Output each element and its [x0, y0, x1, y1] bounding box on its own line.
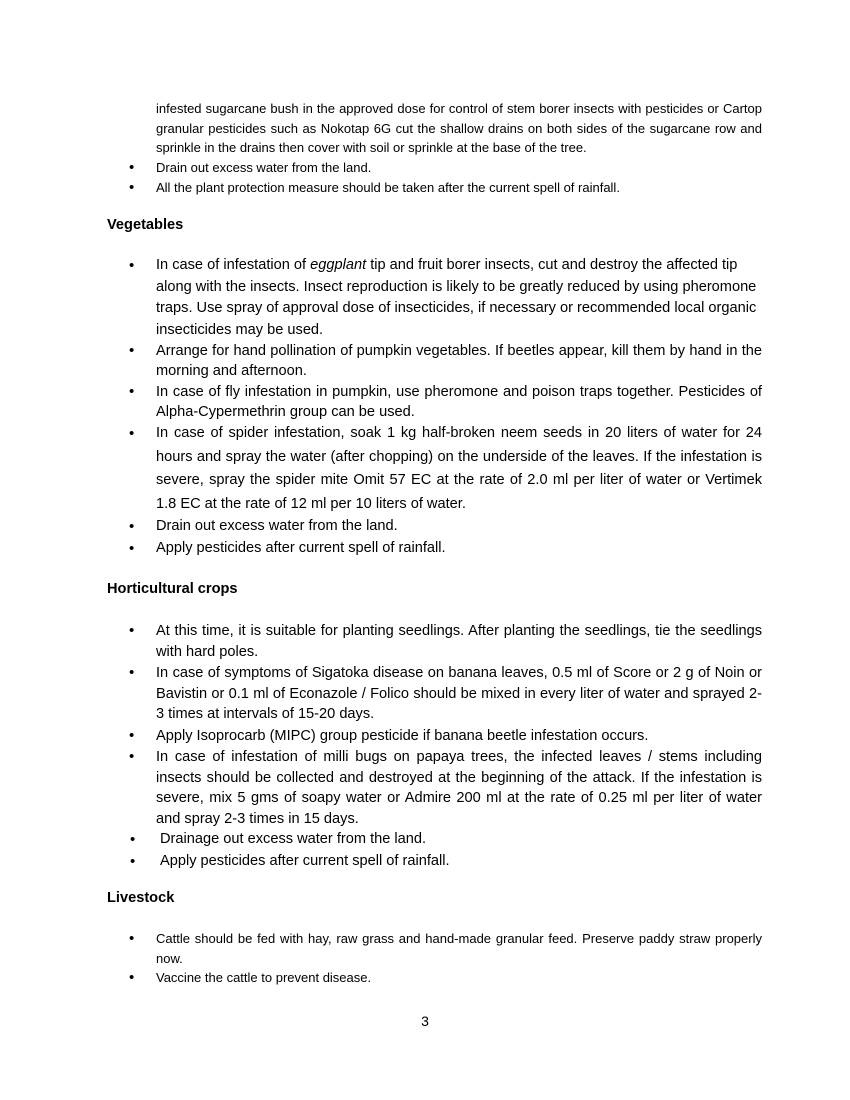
list-item: • At this time, it is suitable for planting seedlings. After planting the seedlings, tie the seedlings with hard poles.: [107, 621, 762, 662]
horticultural-section: [107, 621, 762, 872]
list-item: • Drain out excess water from the land.: [107, 516, 762, 538]
section-heading-vegetables: Vegetables: [107, 217, 184, 233]
livestock-section: [107, 929, 762, 988]
list-item: • Vaccine the cattle to prevent disease.: [107, 968, 762, 988]
section-heading-livestock: Livestock: [107, 890, 175, 906]
list-item: [107, 255, 762, 341]
list-item: • In case of infestation of milli bugs on papaya trees, the infected leaves / stems including insects should be collected and destroyed at the beginning of the attack. If the infestation is severe, mix 5 gms of soapy water or Admire 200 ml at the rate of 0.25 ml per liter of water and spray 2-3 times in 15 days.: [107, 747, 762, 829]
list-item: • In case of fly infestation in pumpkin, use pheromone and poison traps together. Pesticides of Alpha-Cypermethrin group can be used.: [107, 382, 762, 422]
list-item: • In case of spider infestation, soak 1 kg half-broken neem seeds in 20 liters of water for 24 hours and spray the water (after chopping) on the underside of the leaves. If the infestation is severe, spray the spider mite Omit 57 EC at the rate of 2.0 ml per liter of water or Vertimek 1.8 EC at the rate of 12 ml per 10 liters of water.: [107, 422, 762, 516]
list-item: • Apply pesticides after current spell of rainfall.: [107, 538, 762, 560]
list-item-text: In case of infestation of: [156, 257, 311, 273]
vegetables-section: [107, 255, 762, 559]
list-item: • Cattle should be fed with hay, raw grass and hand-made granular feed. Preserve paddy straw properly now.: [107, 929, 762, 968]
list-item: • Drainage out excess water from the land.: [107, 829, 762, 851]
list-item: • All the plant protection measure should be taken after the current spell of rainfall.: [107, 178, 762, 198]
intro-list: [107, 158, 762, 198]
intro-continuation: infested sugarcane bush in the approved dose for control of stem borer insects with pesticides or Cartop granular pesticides such as Nokotap 6G cut the shallow drains on both sides of the sugarcane row and sprinkle in the drains then cover with soil or sprinkle at the base of the tree.: [156, 101, 762, 155]
page-number: 3: [421, 1013, 429, 1029]
list-item: • Apply Isoprocarb (MIPC) group pesticide if banana beetle infestation occurs.: [107, 726, 762, 747]
list-item: • Apply pesticides after current spell of rainfall.: [107, 851, 762, 873]
livestock-list: [107, 929, 762, 988]
intro-section: [107, 99, 762, 198]
list-item: • Drain out excess water from the land.: [107, 158, 762, 178]
section-heading-horticultural: Horticultural crops: [107, 581, 238, 597]
vegetables-list: [107, 255, 762, 559]
list-item: • In case of symptoms of Sigatoka disease on banana leaves, 0.5 ml of Score or 2 g of Noin or Bavistin or 0.1 ml of Econazole / Folico should be mixed in every liter of water and sprayed 2-3 times at intervals of 15-20 days.: [107, 663, 762, 725]
list-item-italic: eggplant: [310, 257, 367, 273]
horticultural-list: [107, 621, 762, 872]
list-item: • Arrange for hand pollination of pumpkin vegetables. If beetles appear, kill them by hand in the morning and afternoon.: [107, 341, 762, 381]
list-item-text: tip and fruit borer insects, cut and destroy the affected tip along with the insects. Insect reproduction is likely to be greatly reduced by using pheromone traps. Use spray of approval dose of insecticides, if necessary or recommended local organic insecticides may be used.: [156, 257, 757, 338]
